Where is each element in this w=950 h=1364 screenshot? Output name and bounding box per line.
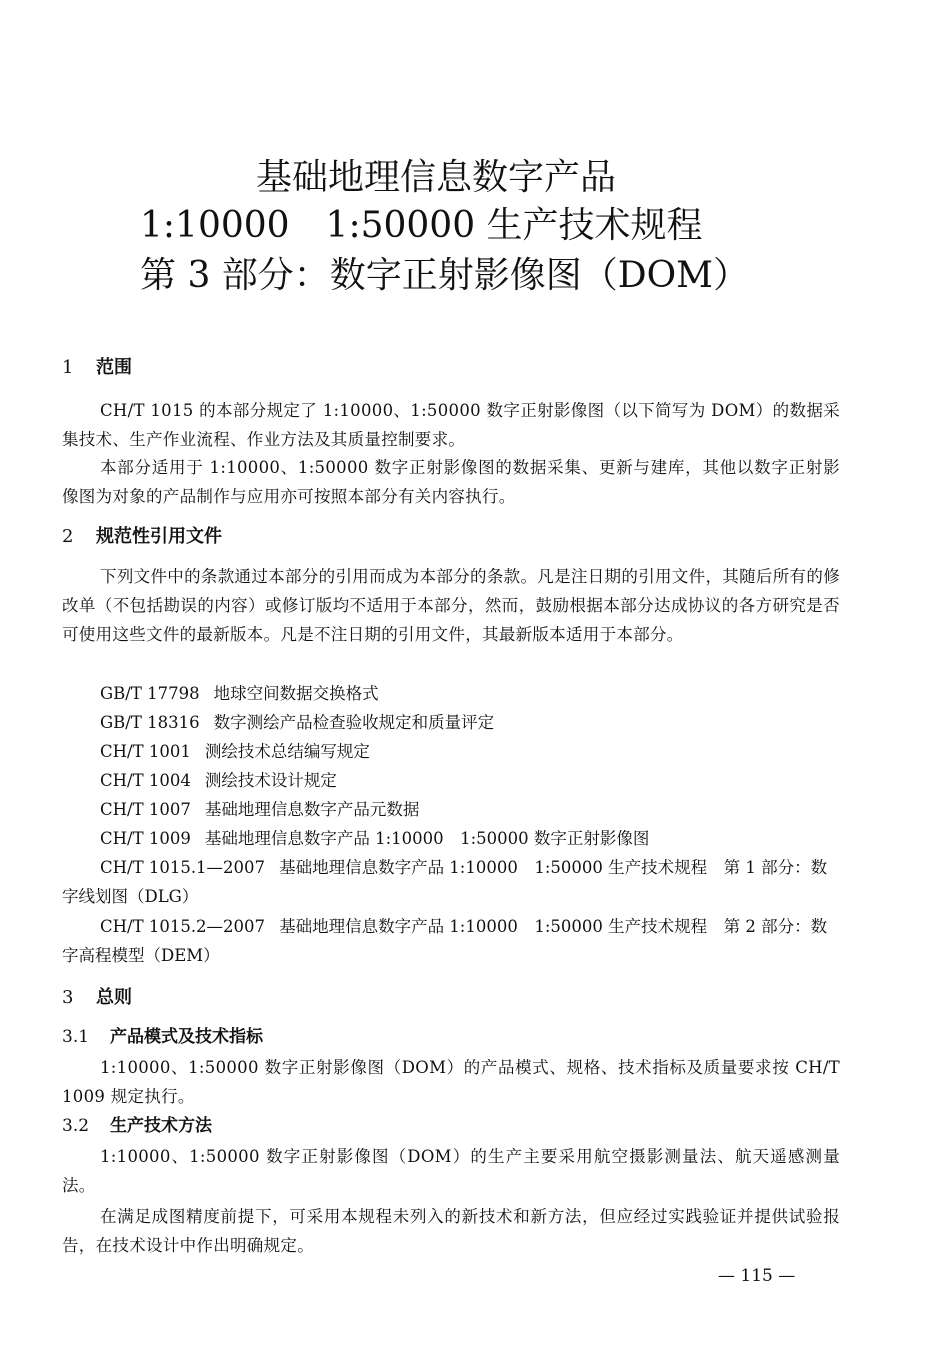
subsection-heading-product-model: [62, 1025, 263, 1049]
reference-title: 基础地理信息数字产品 1:10000 1:50000 数字正射影像图: [204, 829, 650, 848]
document-title-line-3: 第 3 部分：数字正射影像图（DOM）: [140, 255, 750, 296]
section-title: 规范性引用文件: [96, 526, 222, 547]
reference-title: 基础地理信息数字产品 1:10000 1:50000 生产技术规程 第 1 部分：数字线划图（DLG）: [62, 858, 828, 906]
document-title-line-1: 基础地理信息数字产品: [256, 157, 617, 198]
section-number: 2: [62, 526, 74, 547]
reference-item: [62, 912, 840, 970]
subsection-title: 产品模式及技术指标: [110, 1027, 263, 1047]
reference-title: 数字测绘产品检查验收规定和质量评定: [213, 713, 495, 732]
reference-item: [100, 824, 649, 853]
section-heading-normative-references: [62, 525, 222, 549]
document-title-line-2: 1:10000 1:50000 生产技术规程: [140, 205, 703, 246]
reference-code: CH/T 1004: [100, 771, 191, 790]
reference-title: 测绘技术设计规定: [204, 771, 337, 790]
section-title: 范围: [96, 357, 132, 378]
reference-item: [100, 766, 337, 795]
subsection-heading-production-method: [62, 1114, 212, 1138]
product-model-paragraph: 1:10000、1:50000 数字正射影像图（DOM）的产品模式、规格、技术指标及质量要求按 CH/T 1009 规定执行。: [62, 1058, 840, 1106]
production-method-paragraph-1: 1:10000、1:50000 数字正射影像图（DOM）的生产主要采用航空摄影测量法、航天遥感测量法。: [62, 1147, 840, 1195]
reference-code: CH/T 1015.1—2007: [100, 858, 266, 877]
reference-code: CH/T 1015.2—2007: [100, 917, 266, 936]
reference-item: [100, 679, 379, 708]
reference-item: [100, 795, 419, 824]
references-intro-paragraph: 下列文件中的条款通过本部分的引用而成为本部分的条款。凡是注日期的引用文件，其随后所有的修改单（不包括勘误的内容）或修订版均不适用于本部分，然而，鼓励根据本部分达成协议的各方研究是否可使用这些文件的最新版本。凡是不注日期的引用文件，其最新版本适用于本部分。: [62, 567, 840, 644]
production-method-paragraph-2: 在满足成图精度前提下，可采用本规程未列入的新技术和新方法，但应经过实践验证并提供试验报告，在技术设计中作出明确规定。: [62, 1207, 840, 1255]
subsection-number: 3.2: [62, 1116, 90, 1136]
scope-paragraph-1: CH/T 1015 的本部分规定了 1:10000、1:50000 数字正射影像图（以下简写为 DOM）的数据采集技术、生产作业流程、作业方法及其质量控制要求。: [62, 401, 840, 449]
reference-title: 基础地理信息数字产品 1:10000 1:50000 生产技术规程 第 2 部分：数字高程模型（DEM）: [62, 917, 828, 965]
reference-code: GB/T 17798: [100, 684, 200, 703]
section-number: 1: [62, 357, 74, 378]
reference-code: CH/T 1001: [100, 742, 191, 761]
reference-code: CH/T 1009: [100, 829, 191, 848]
section-title: 总则: [96, 987, 132, 1008]
subsection-title: 生产技术方法: [110, 1116, 212, 1136]
subsection-number: 3.1: [62, 1027, 90, 1047]
reference-code: GB/T 18316: [100, 713, 200, 732]
reference-code: CH/T 1007: [100, 800, 191, 819]
reference-item: [100, 708, 494, 737]
section-heading-scope: [62, 356, 132, 380]
section-number: 3: [62, 987, 74, 1008]
reference-title: 地球空间数据交换格式: [213, 684, 379, 703]
reference-title: 基础地理信息数字产品元数据: [204, 800, 420, 819]
reference-title: 测绘技术总结编写规定: [204, 742, 370, 761]
page-number: — 115 —: [718, 1266, 796, 1286]
reference-item: [100, 737, 370, 766]
reference-item: [62, 853, 840, 911]
scope-paragraph-2: 本部分适用于 1:10000、1:50000 数字正射影像图的数据采集、更新与建库，其他以数字正射影像图为对象的产品制作与应用亦可按照本部分有关内容执行。: [62, 458, 840, 506]
section-heading-general: [62, 986, 132, 1010]
